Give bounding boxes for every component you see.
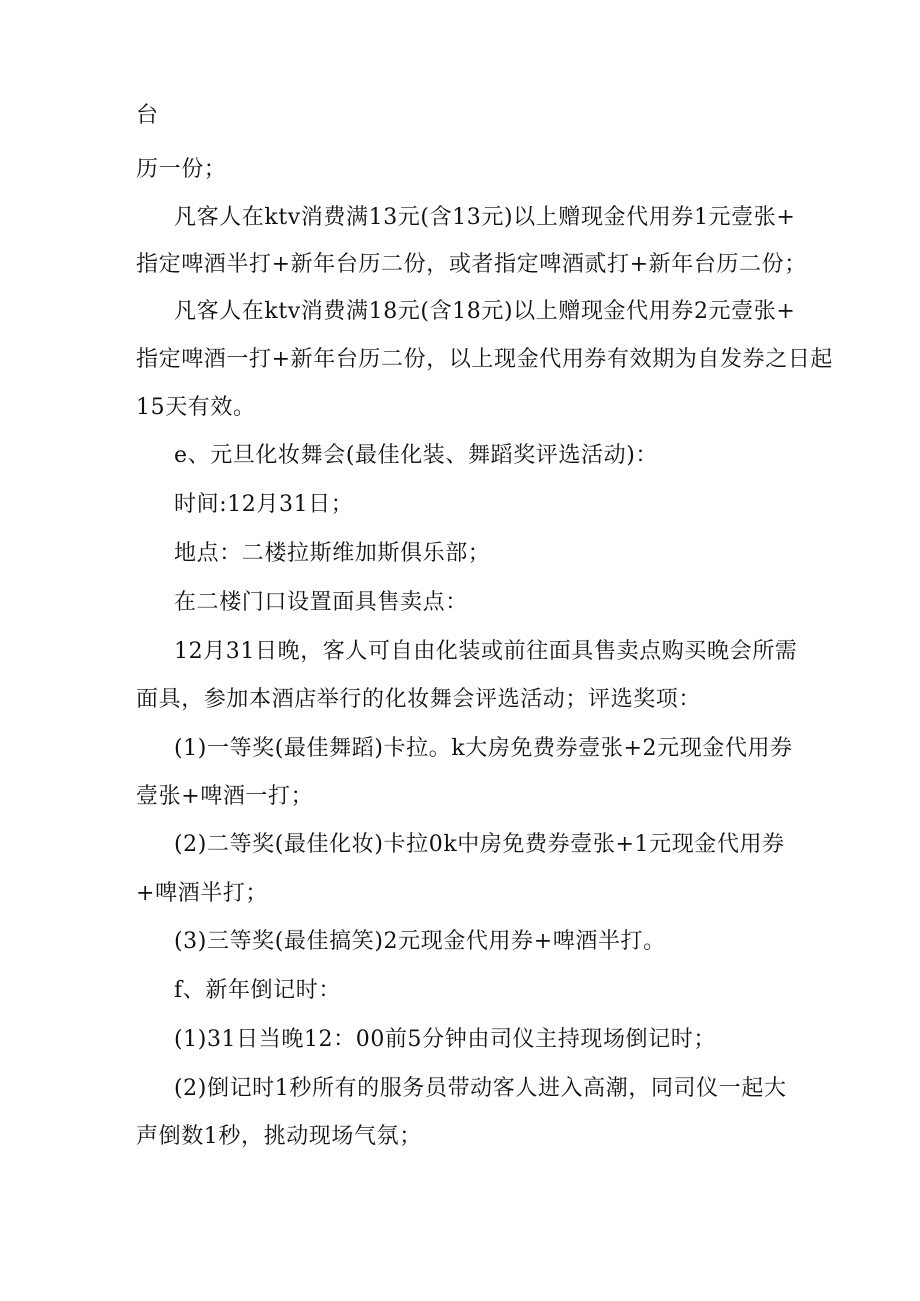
- text-line: 12月31日晚，客人可自由化装或前往面具售卖点购买晚会所需: [174, 639, 798, 664]
- text-line: 凡客人在ktv消费满18元(含18元)以上赠现金代用券2元壹张+: [174, 299, 796, 324]
- text-line: (1)一等奖(最佳舞蹈)卡拉。k大房免费券壹张+2元现金代用券: [174, 736, 793, 761]
- text-line: 历一份；: [136, 157, 227, 182]
- text-line: 在二楼门口设置面具售卖点：: [174, 590, 468, 615]
- text-line: 指定啤酒半打+新年台历二份，或者指定啤酒贰打+新年台历二份；: [136, 252, 807, 277]
- text-line: +啤酒半打；: [136, 881, 269, 906]
- text-line: 面具，参加本酒店举行的化妆舞会评选活动；评选奖项：: [136, 687, 702, 712]
- text-line: 15天有效。: [136, 395, 256, 420]
- section-heading: f、新年倒记时：: [174, 978, 341, 1003]
- text-line: (2)二等奖(最佳化妆)卡拉0k中房免费券壹张+1元现金代用券: [174, 832, 785, 857]
- text-line: (2)倒记时1秒所有的服务员带动客人进入高潮，同司仪一起大: [174, 1076, 787, 1101]
- text-line: 凡客人在ktv消费满13元(含13元)以上赠现金代用券1元壹张+: [174, 205, 796, 230]
- text-line: (3)三等奖(最佳搞笑)2元现金代用券+啤酒半打。: [174, 929, 666, 954]
- text-line: 台: [136, 103, 159, 128]
- text-line: 壹张+啤酒一打；: [136, 784, 314, 809]
- section-heading: e、元旦化妆舞会(最佳化装、舞蹈奖评选活动)：: [174, 443, 658, 468]
- text-line: 时间:12月31日；: [174, 492, 354, 517]
- text-line: 指定啤酒一打+新年台历二份，以上现金代用券有效期为自发券之日起: [136, 347, 834, 372]
- text-line: 声倒数1秒，挑动现场气氛；: [136, 1124, 422, 1149]
- text-line: (1)31日当晚12：00前5分钟由司仪主持现场倒记时；: [174, 1027, 716, 1052]
- text-line: 地点：二楼拉斯维加斯俱乐部；: [174, 541, 491, 566]
